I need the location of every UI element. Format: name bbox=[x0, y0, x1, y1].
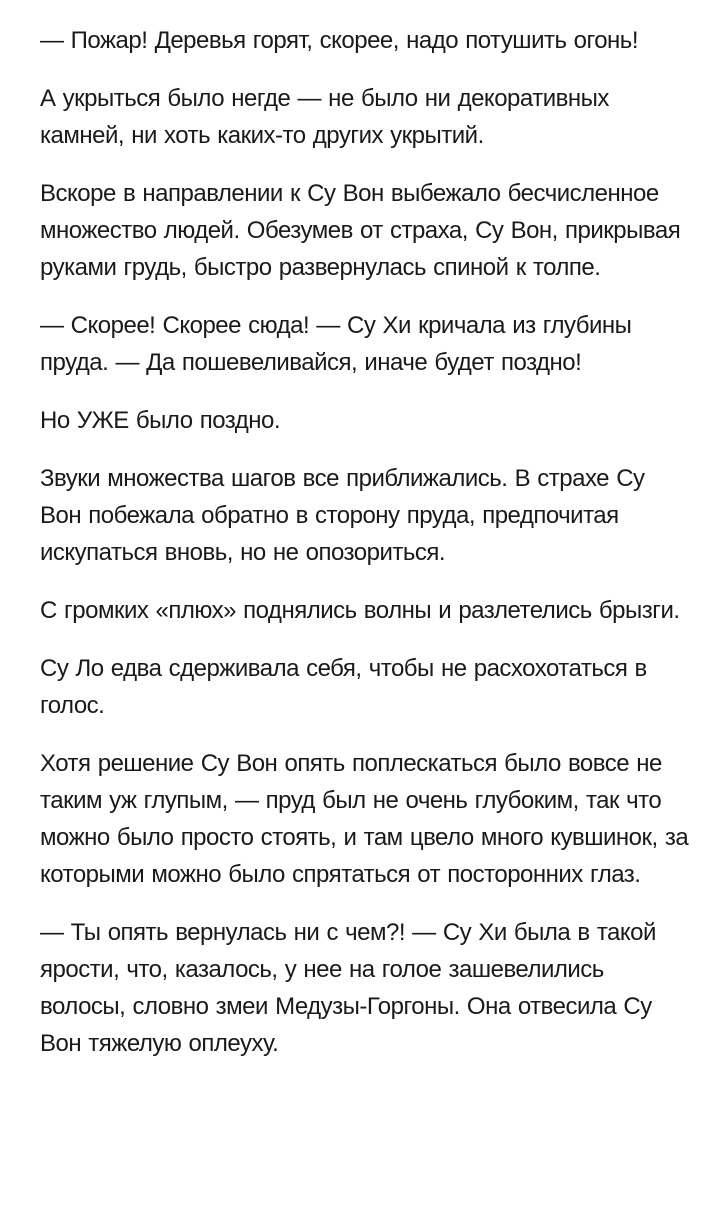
paragraph: — Скорее! Скорее сюда! — Су Хи кричала из глубины пруда. — Да пошевеливайся, иначе будет поздно! bbox=[40, 312, 632, 376]
paragraph: — Ты опять вернулась ни с чем?! — Су Хи была в такой ярости, что, казалось, у нее на голое зашевелились волосы, словно змеи Медузы-Горгоны. Она отвесила Су Вон тяжелую оплеуху. bbox=[40, 919, 656, 1057]
paragraph: Су Ло едва сдерживала себя, чтобы не расхохотаться в голос. bbox=[40, 655, 647, 719]
paragraph: С громких «плюх» поднялись волны и разлетелись брызги. bbox=[40, 597, 680, 624]
paragraph: Но УЖЕ было поздно. bbox=[40, 407, 281, 434]
paragraph: А укрыться было негде — не было ни декоративных камней, ни хоть каких-то других укрытий. bbox=[40, 85, 609, 149]
paragraph: Хотя решение Су Вон опять поплескаться было вовсе не таким уж глупым, — пруд был не очень глубоким, так что можно было просто стоять, и там цвело много кувшинок, за которыми можно было спрятаться от посторонних глаз. bbox=[40, 750, 689, 888]
paragraph: — Пожар! Деревья горят, скорее, надо потушить огонь! bbox=[40, 27, 638, 54]
paragraph: Вскоре в направлении к Су Вон выбежало бесчисленное множество людей. Обезумев от страха, Су Вон, прикрывая руками грудь, быстро развернулась спиной к толпе. bbox=[40, 180, 681, 281]
paragraph: Звуки множества шагов все приближались. В страхе Су Вон побежала обратно в сторону пруда, предпочитая искупаться вновь, но не опозориться. bbox=[40, 465, 645, 566]
